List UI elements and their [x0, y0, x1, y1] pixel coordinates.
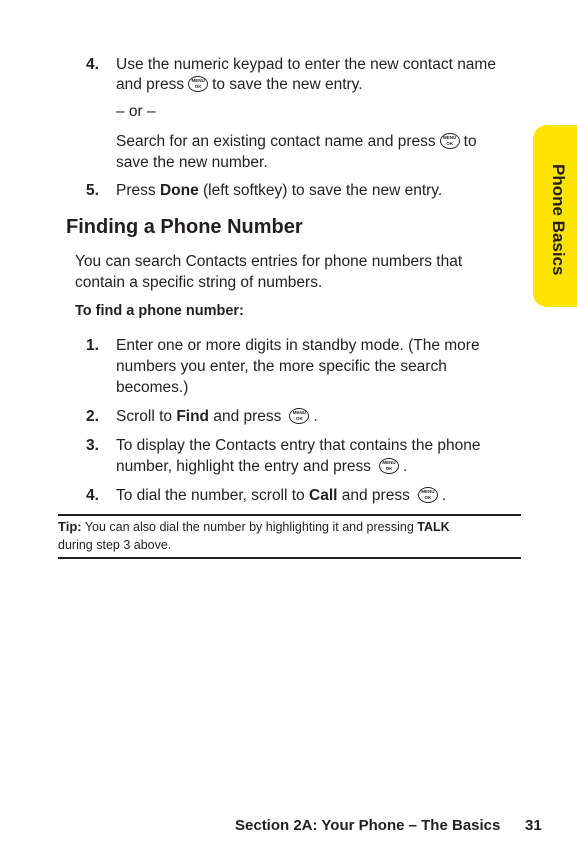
step-number: 4.	[86, 56, 99, 73]
step-text	[116, 73, 363, 96]
step-text-line: .	[403, 458, 408, 475]
step-text	[116, 484, 446, 507]
step-text-line: To dial the number, scroll to	[116, 487, 309, 504]
step-text: becomes.)	[116, 379, 189, 396]
step-text	[116, 130, 477, 153]
footer-section-title: Section 2A: Your Phone – The Basics	[235, 817, 501, 834]
talk-key-label: TALK	[417, 520, 450, 534]
step-text	[116, 405, 318, 428]
step-number: 2.	[86, 408, 99, 425]
softkey-label: Done	[159, 182, 199, 199]
step-text-line: Search for an existing contact name and press	[116, 133, 436, 150]
step-text-line: and press	[337, 487, 410, 504]
page-number: 31	[525, 817, 542, 834]
tip-bottom-rule	[58, 557, 521, 559]
menu-ok-key-icon	[289, 408, 309, 424]
step-text-line: Press	[116, 182, 160, 199]
step-number: 1.	[86, 337, 99, 354]
step-text-line: Use the numeric keypad to enter the new contact name	[116, 56, 496, 73]
step-text-line: (left softkey) to save the new entry.	[198, 182, 443, 199]
step-text-line: .	[313, 408, 318, 425]
section-tab-label: Phone Basics	[549, 164, 568, 276]
menu-ok-key-icon	[188, 76, 208, 92]
step-text	[116, 179, 442, 202]
step-text-line: to	[463, 133, 477, 150]
section-heading: Finding a Phone Number	[66, 216, 303, 238]
step-text: Enter one or more digits in standby mode. (The more	[116, 337, 480, 354]
intro-text: You can search Contacts entries for phone numbers that	[75, 253, 463, 270]
step-text-line: number, highlight the entry and press	[116, 458, 372, 475]
step-text: save the new number.	[116, 154, 268, 171]
menu-ok-key-icon	[440, 133, 460, 149]
step-number: 3.	[86, 437, 99, 454]
step-text-line: and press	[209, 408, 282, 425]
step-text	[116, 455, 407, 478]
tip-label: Tip:	[58, 519, 82, 534]
step-text: numbers you enter, the more specific the search	[116, 358, 447, 375]
step-text-line: Scroll to	[116, 408, 177, 425]
tip-text	[58, 518, 450, 536]
step-text-line: and press	[116, 76, 185, 93]
menu-option-label: Find	[176, 408, 210, 425]
step-text-line: to save the new entry.	[212, 76, 363, 93]
step-text: To display the Contacts entry that contains the phone	[116, 437, 481, 454]
menu-option-label: Call	[309, 487, 338, 504]
intro-text: contain a specific string of numbers.	[75, 274, 323, 291]
menu-ok-key-icon	[418, 487, 438, 503]
step-number: 5.	[86, 182, 99, 199]
tip-body: You can also dial the number by highlighting it and pressing	[81, 520, 418, 534]
tip-text: during step 3 above.	[58, 538, 172, 552]
step-number: 4.	[86, 487, 99, 504]
menu-ok-key-icon	[379, 458, 399, 474]
step-text-line: .	[441, 487, 447, 504]
tip-top-rule	[58, 514, 521, 516]
or-separator: – or –	[116, 103, 156, 120]
procedure-subhead: To find a phone number:	[75, 303, 244, 319]
